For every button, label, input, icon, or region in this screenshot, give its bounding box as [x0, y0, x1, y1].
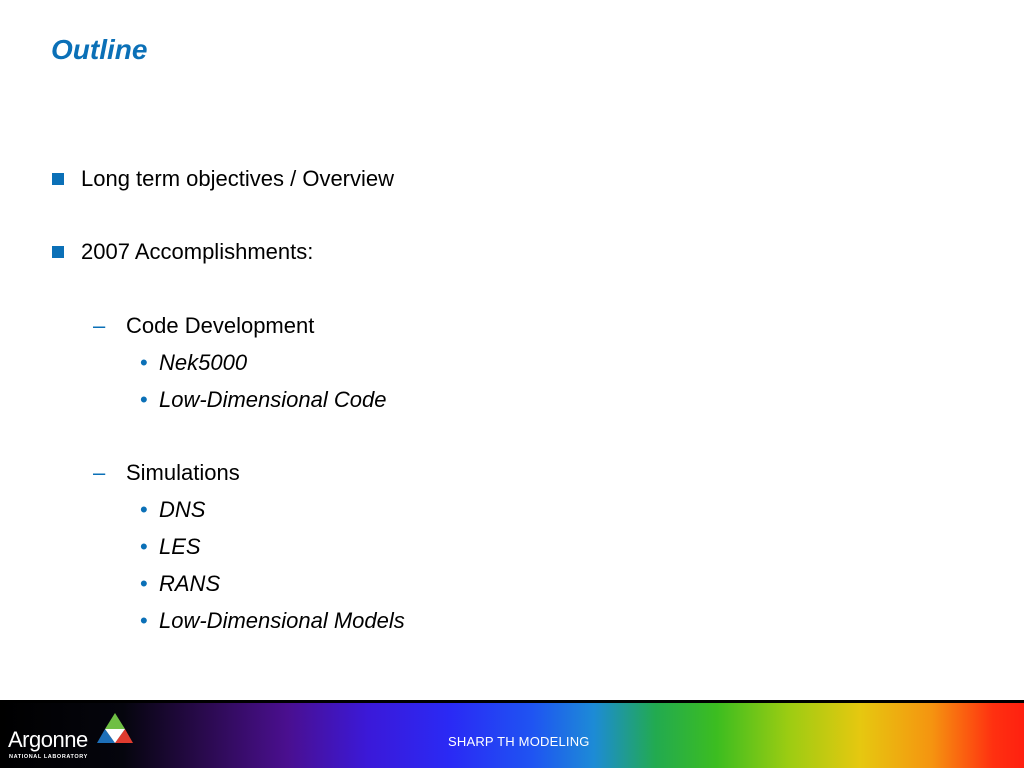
logo-subtitle: NATIONAL LABORATORY [9, 754, 88, 760]
list-item-text: Nek5000 [159, 350, 248, 375]
list-item-text: Simulations [126, 460, 240, 485]
square-bullet-icon [52, 173, 64, 185]
list-item-text: DNS [159, 497, 206, 522]
slide-title: Outline [51, 34, 148, 65]
square-bullet-icon [52, 246, 64, 258]
argonne-triangle-logo-icon [95, 711, 135, 747]
dot-bullet-icon: • [140, 350, 148, 375]
dot-bullet-icon: • [140, 534, 148, 559]
logo-wordmark: Argonne [8, 727, 88, 752]
dot-bullet-icon: • [140, 608, 148, 633]
dot-bullet-icon: • [140, 497, 148, 522]
dot-bullet-icon: • [140, 571, 148, 596]
list-item-text: Code Development [126, 313, 315, 338]
list-item-text: LES [159, 534, 201, 559]
dot-bullet-icon: • [140, 387, 148, 412]
footer-bar [0, 703, 1024, 768]
footer-label: SHARP TH MODELING [448, 734, 590, 749]
list-item-text: RANS [159, 571, 221, 596]
argonne-logo [8, 711, 138, 765]
dash-bullet-icon: – [93, 460, 106, 485]
list-item-text: Long term objectives / Overview [81, 166, 395, 191]
list-item-text: Low-Dimensional Models [159, 608, 405, 633]
dash-bullet-icon: – [93, 313, 106, 338]
list-item-text: 2007 Accomplishments: [81, 239, 314, 264]
list-item-text: Low-Dimensional Code [159, 387, 387, 412]
